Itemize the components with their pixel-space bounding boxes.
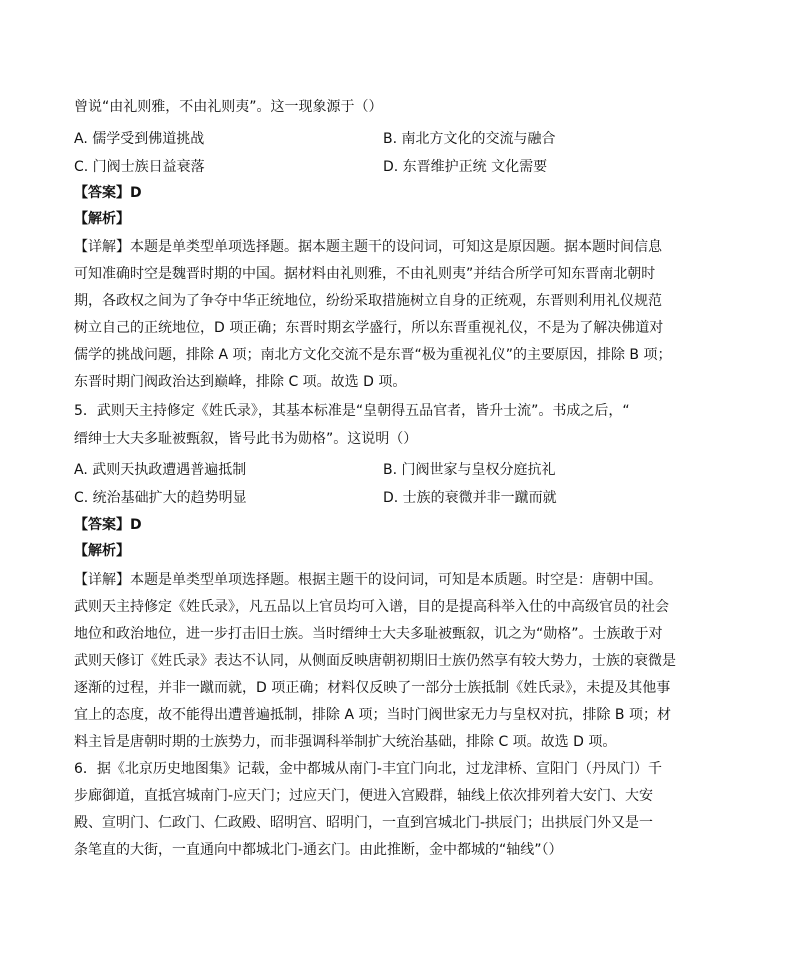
q4-detail-line: 期，各政权之间为了争夺中华正统地位，纷纷采取措施树立自身的正统观，东晋则利用礼仪规范 [74,293,662,309]
q6-stem-line: 殿、宣明门、仁政门、仁政殿、昭明宫、昭明门，一直到宫城北门-拱辰门；出拱辰门外又是一 [74,815,654,831]
q4-option-b: B. 南北方文化的交流与融合 [383,131,556,147]
q5-detail-line: 料主旨是唐朝时期的士族势力，而非强调科举制扩大统治基础，排除 C 项。故选 D 项。 [74,734,617,750]
q5-option-b: B. 门阀世家与皇权分庭抗礼 [383,462,556,478]
q4-detail-line: 可知准确时空是魏晋时期的中国。据材料由礼则雅，不由礼则夷”并结合所学可知东晋南北朝时 [74,266,656,282]
q5-stem-line: 5．武则天主持修定《姓氏录》，其基本标准是“皇朝得五品官者，皆升士流”。书成之后，“ [74,403,630,419]
q6-stem-line: 6．据《北京历史地图集》记载，金中都城从南门-丰宜门向北，过龙津桥、宣阳门（丹凤门）千 [74,761,662,777]
q4-option-d: D. 东晋维护正统 文化需要 [383,159,548,175]
q5-detail-line: 宜上的态度，故不能得出遭普遍抵制，排除 A 项；当时门阀世家无力与皇权对抗，排除 B 项；材 [74,707,671,723]
q4-option-a: A. 儒学受到佛道挑战 [74,131,205,147]
q5-detail-line: 【详解】本题是单类型单项选择题。根据主题干的设问词，可知是本质题。时空是：唐朝中国。 [74,572,662,588]
q5-analysis-tag: 【解析】 [74,543,130,559]
q6-stem-line: 步廊御道，直抵宫城南门-应天门；过应天门，便进入宫殿群，轴线上依次排列着大安门、大安 [74,788,654,804]
q5-detail-line: 武则天修订《姓氏录》表达不认同，从侧面反映唐朝初期旧士族仍然享有较大势力，士族的衰微是 [74,653,676,669]
q4-stem-tail: 曾说“由礼则雅，不由礼则夷”。这一现象源于（） [74,99,383,115]
q4-analysis-tag: 【解析】 [74,211,130,227]
q5-option-a: A. 武则天执政遭遇普遍抵制 [74,462,247,478]
q5-answer-tag: 【答案】D [74,517,142,533]
q5-detail-line: 地位和政治地位，进一步打击旧士族。当时缙绅士大夫多耻被甄叙，讥之为“勋格”。士族敢于对 [74,626,663,642]
q6-stem-line: 条笔直的大街，一直通向中都城北门-通玄门。由此推断，金中都城的“轴线”（） [74,842,563,858]
q5-option-d: D. 士族的衰微并非一蹴而就 [383,490,557,506]
q5-option-c: C. 统治基础扩大的趋势明显 [74,490,247,506]
q4-detail-line: 【详解】本题是单类型单项选择题。据本题主题干的设问词，可知这是原因题。据本题时间信息 [74,239,662,255]
q5-detail-line: 武则天主持修定《姓氏录》，凡五品以上官员均可入谱，目的是提高科举入仕的中高级官员的社会 [74,599,669,615]
q4-detail-line: 树立自己的正统地位，D 项正确；东晋时期玄学盛行，所以东晋重视礼仪，不是为了解决佛道对 [74,320,664,336]
q4-option-c: C. 门阀士族日益衰落 [74,159,205,175]
q5-detail-line: 逐渐的过程，并非一蹴而就，D 项正确；材料仅反映了一部分士族抵制《姓氏录》，未提及其他事 [74,680,671,696]
q4-answer-tag: 【答案】D [74,185,142,201]
q4-detail-line: 东晋时期门阀政治达到巅峰，排除 C 项。故选 D 项。 [74,374,407,390]
q5-stem-line: 缙绅士大夫多耻被甄叙，皆号此书为勋格”。这说明（） [74,431,418,447]
q4-detail-line: 儒学的挑战问题，排除 A 项；南北方文化交流不是东晋“极为重视礼仪”的主要原因，排除 B 项； [74,347,672,363]
